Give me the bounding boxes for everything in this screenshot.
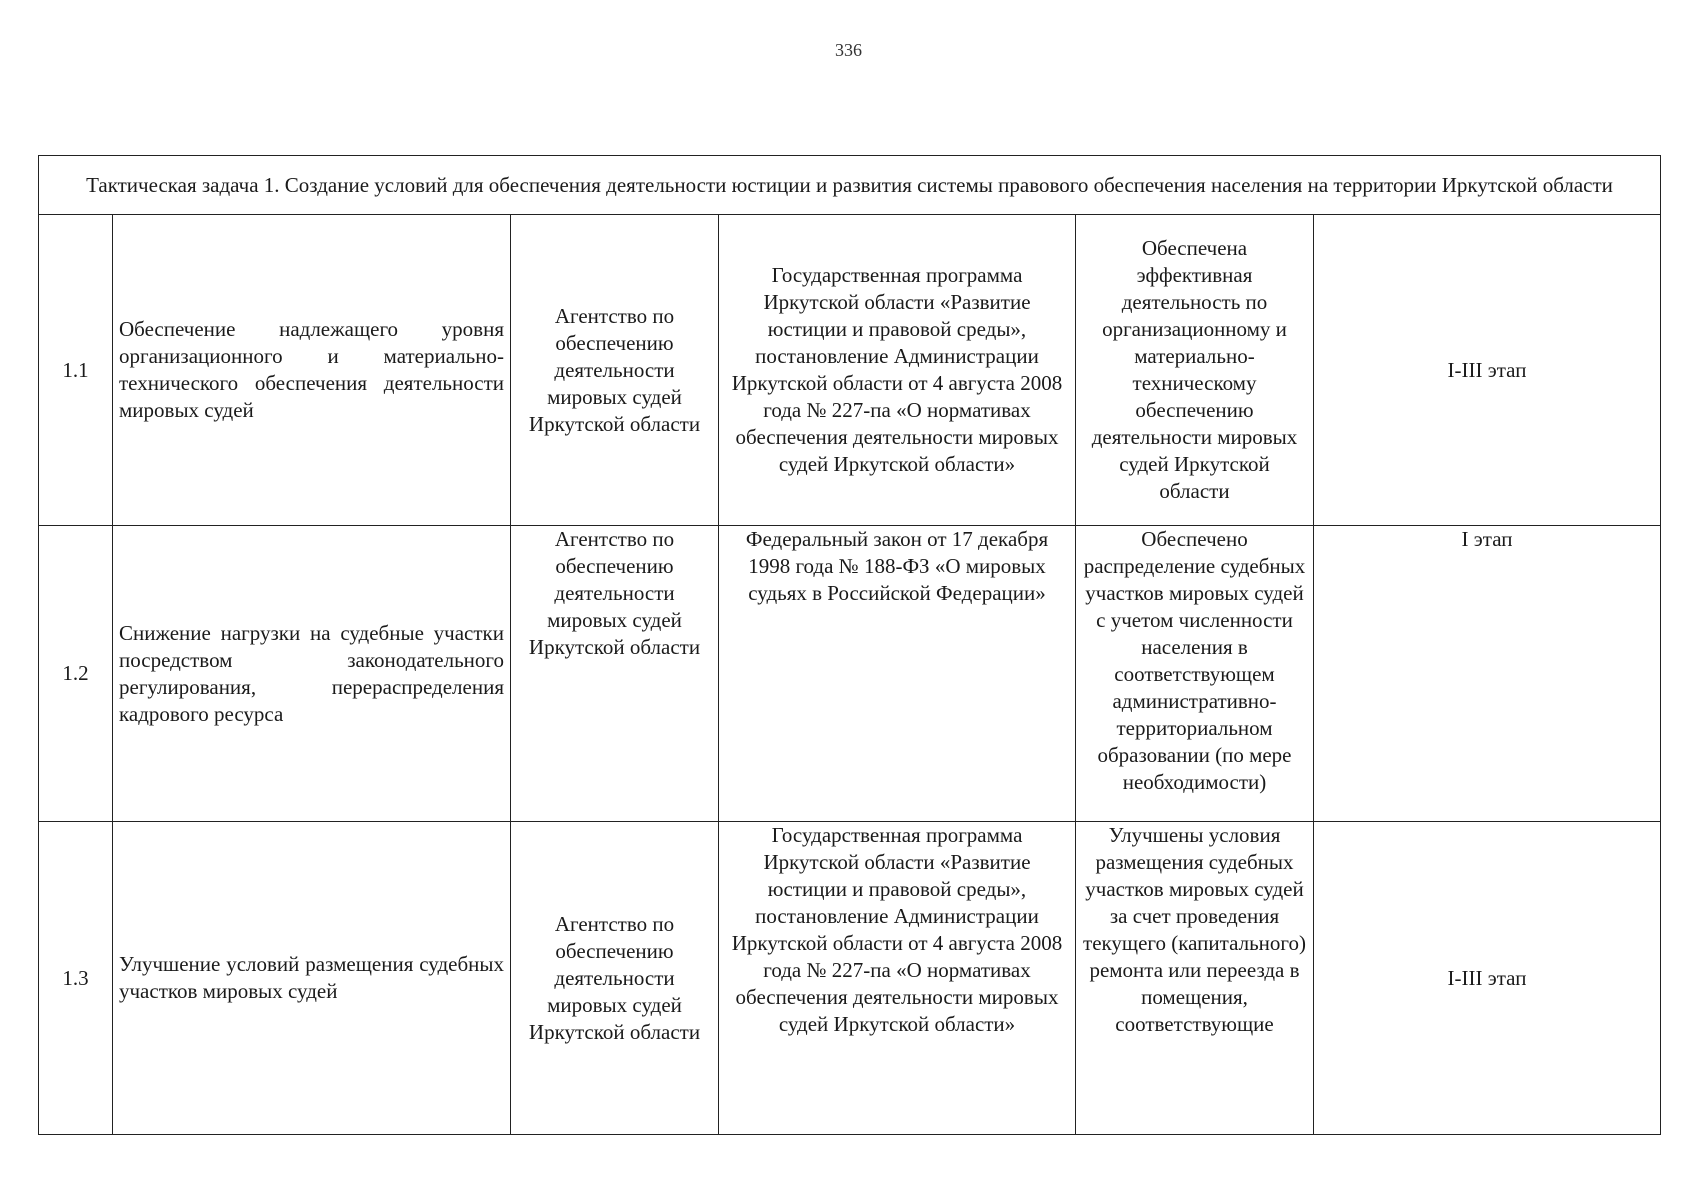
page-number: 336 bbox=[835, 40, 862, 60]
measure-name: Обеспечение надлежащего уровня организационного и материально-технического обеспечения деятельности мировых судей bbox=[113, 215, 511, 526]
result-cell: Обеспечено распределение судебных участков мировых судей с учетом численности населения в соответствующем административно-территориальном образовании (по мере необходимости) bbox=[1076, 526, 1314, 822]
table-row bbox=[39, 526, 1661, 822]
stage-cell: I-III этап bbox=[1314, 215, 1661, 526]
result-cell: Улучшены условия размещения судебных участков мировых судей за счет проведения текущего (капитального) ремонта или переезда в помещения, соответствующие bbox=[1076, 822, 1314, 1135]
row-number: 1.2 bbox=[39, 526, 113, 822]
executor-cell: Агентство по обеспечению деятельности мировых судей Иркутской области bbox=[511, 526, 719, 822]
stage-cell: I этап bbox=[1314, 526, 1661, 822]
result-cell: Обеспечена эффективная деятельность по организационному и материально-техническому обеспечению деятельности мировых судей Иркутской области bbox=[1076, 215, 1314, 526]
measure-name: Улучшение условий размещения судебных участков мировых судей bbox=[113, 822, 511, 1135]
row-number: 1.3 bbox=[39, 822, 113, 1135]
legal-basis-cell: Федеральный закон от 17 декабря 1998 года № 188-ФЗ «О мировых судьях в Российской Федерации» bbox=[719, 526, 1076, 822]
executor-cell: Агентство по обеспечению деятельности мировых судей Иркутской области bbox=[511, 822, 719, 1135]
executor-cell: Агентство по обеспечению деятельности мировых судей Иркутской области bbox=[511, 215, 719, 526]
stage-cell: I-III этап bbox=[1314, 822, 1661, 1135]
measure-name: Снижение нагрузки на судебные участки посредством законодательного регулирования, перераспределения кадрового ресурса bbox=[113, 526, 511, 822]
table-row bbox=[39, 215, 1661, 526]
task-header-row bbox=[39, 156, 1661, 215]
measures-table bbox=[38, 155, 1661, 1135]
legal-basis-cell: Государственная программа Иркутской области «Развитие юстиции и правовой среды», постановление Администрации Иркутской области от 4 августа 2008 года № 227-па «О нормативах обеспечения деятельности мировых судей Иркутской области» bbox=[719, 215, 1076, 526]
task-header: Тактическая задача 1. Создание условий для обеспечения деятельности юстиции и развития системы правового обеспечения населения на территории Иркутской области bbox=[39, 156, 1661, 215]
row-number: 1.1 bbox=[39, 215, 113, 526]
legal-basis-cell: Государственная программа Иркутской области «Развитие юстиции и правовой среды», постановление Администрации Иркутской области от 4 августа 2008 года № 227-па «О нормативах обеспечения деятельности мировых судей Иркутской области» bbox=[719, 822, 1076, 1135]
table-row bbox=[39, 822, 1661, 1135]
